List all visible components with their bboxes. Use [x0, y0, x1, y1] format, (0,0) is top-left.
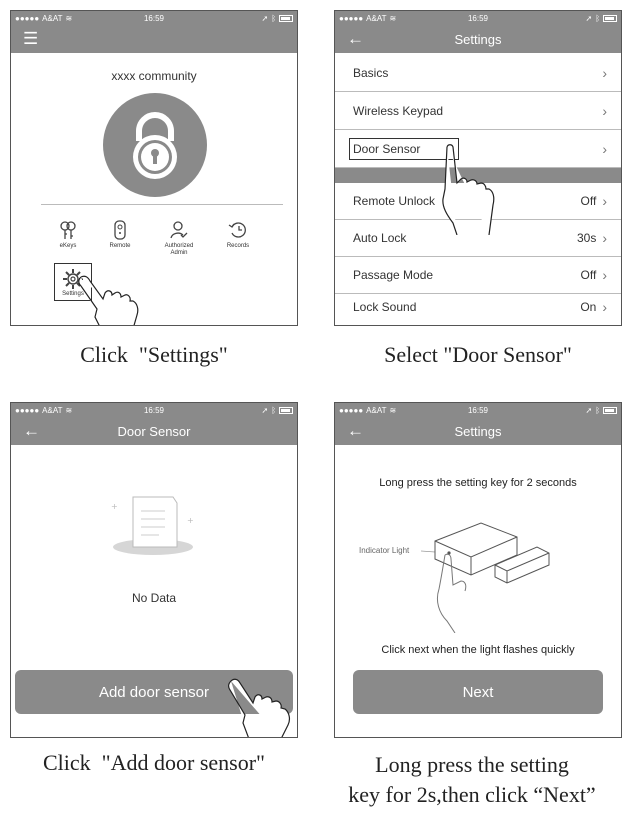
chevron-right-icon: › [602, 230, 607, 246]
location-icon: ➚ [585, 13, 593, 23]
status-bar [11, 11, 297, 25]
row-value: Off [580, 268, 597, 282]
battery-icon [279, 407, 293, 414]
records-label: Records [226, 243, 250, 249]
signal-dots-icon: ●●●●● [339, 405, 364, 415]
button-label: Next [462, 683, 494, 701]
caption-step-2: Select "Door Sensor" [384, 342, 572, 367]
nav-bar [335, 25, 621, 53]
status-time: 16:59 [143, 13, 165, 23]
battery-icon [279, 15, 293, 22]
empty-document-icon [107, 489, 203, 561]
page-title: Door Sensor [117, 423, 191, 439]
settings-row-basics[interactable] [335, 55, 621, 92]
row-value: On [580, 300, 597, 314]
location-icon: ➚ [585, 405, 593, 415]
bluetooth-icon: ᛒ [595, 405, 600, 415]
row-label: Wireless Keypad [353, 104, 444, 118]
row-label: Passage Mode [353, 268, 434, 282]
instruction-top: Long press the setting key for 2 seconds [379, 477, 577, 489]
row-label: Remote Unlock [353, 194, 436, 208]
location-icon: ➚ [261, 405, 269, 415]
wifi-icon: ≋ [65, 405, 73, 415]
bluetooth-icon: ᛒ [595, 13, 600, 23]
status-time: 16:59 [143, 405, 165, 415]
nav-bar [335, 417, 621, 445]
status-time: 16:59 [467, 405, 489, 415]
carrier-name: A&AT [42, 13, 63, 23]
back-arrow-icon[interactable]: ← [347, 29, 364, 48]
chevron-right-icon: › [602, 299, 607, 315]
caption-step-4-line-2: key for 2s,then click “Next” [348, 782, 596, 807]
community-title: xxxx community [111, 69, 197, 83]
indicator-light-label: Indicator Light [359, 546, 410, 555]
next-button[interactable] [353, 670, 603, 714]
ekeys-label: eKeys [59, 243, 77, 249]
row-label: Basics [353, 66, 389, 80]
phone-screen-door-sensor [10, 402, 298, 738]
battery-icon [603, 15, 617, 22]
remote-icon [109, 219, 131, 241]
wifi-icon: ≋ [389, 13, 397, 23]
settings-row-wireless-keypad[interactable] [335, 93, 621, 130]
caption-step-4-line-1: Long press the setting [375, 752, 569, 777]
location-icon: ➚ [261, 13, 269, 23]
hamburger-icon[interactable]: ☰ [23, 29, 39, 48]
button-label: Add door sensor [98, 683, 210, 701]
chevron-right-icon: › [602, 141, 607, 157]
phone-screen-pairing [334, 402, 622, 738]
settings-row-lock-sound[interactable] [335, 289, 621, 326]
records-button[interactable] [213, 219, 263, 250]
instruction-bottom: Click next when the light flashes quickly [381, 644, 575, 656]
wifi-icon: ≋ [389, 405, 397, 415]
row-label: Auto Lock [353, 231, 407, 245]
signal-dots-icon: ●●●●● [15, 13, 40, 23]
battery-icon [603, 407, 617, 414]
svg-text:+: + [111, 502, 118, 511]
pointing-hand-icon [75, 273, 155, 326]
door-sensor-device-icon [421, 515, 561, 633]
wifi-icon: ≋ [65, 13, 73, 23]
records-history-icon [227, 219, 249, 241]
authorized-admin-button[interactable] [154, 219, 204, 257]
caption-step-1: Click "Settings" [80, 342, 228, 367]
status-time: 16:59 [467, 13, 489, 23]
row-label: Lock Sound [353, 300, 417, 314]
signal-dots-icon: ●●●●● [15, 405, 40, 415]
remote-label: Remote [109, 243, 131, 249]
nav-bar [11, 25, 297, 53]
carrier-name: A&AT [366, 405, 387, 415]
chevron-right-icon: › [602, 193, 607, 209]
carrier-name: A&AT [366, 13, 387, 23]
row-label: Door Sensor [353, 142, 421, 156]
authorized-admin-label: Authorized Admin [164, 243, 194, 256]
caption-step-3: Click "Add door sensor" [42, 750, 266, 775]
svg-text:+: + [187, 516, 194, 525]
phone-screen-settings [334, 10, 622, 326]
carrier-name: A&AT [42, 405, 63, 415]
row-value: Off [580, 194, 597, 208]
back-arrow-icon[interactable]: ← [347, 421, 364, 440]
signal-dots-icon: ●●●●● [339, 13, 364, 23]
status-bar [335, 11, 621, 25]
remote-button[interactable] [95, 219, 145, 250]
row-value: 30s [576, 231, 597, 245]
back-arrow-icon[interactable]: ← [23, 421, 40, 440]
page-title: Settings [454, 423, 502, 439]
bluetooth-icon: ᛒ [271, 13, 276, 23]
status-bar [335, 403, 621, 417]
caption-step-4 [314, 750, 630, 810]
divider [41, 204, 283, 205]
ekeys-button[interactable] [43, 219, 93, 250]
chevron-right-icon: › [602, 103, 607, 119]
phone-screen-home [10, 10, 298, 326]
empty-state-text: No Data [131, 591, 177, 605]
padlock-icon [103, 93, 207, 197]
key-icon [57, 219, 79, 241]
status-bar [11, 403, 297, 417]
chevron-right-icon: › [602, 267, 607, 283]
nav-bar [11, 417, 297, 445]
page-title: Settings [454, 31, 502, 47]
settings-label: Settings [62, 291, 84, 297]
bluetooth-icon: ᛒ [271, 405, 276, 415]
admin-user-icon [168, 219, 190, 241]
pointing-hand-icon [439, 143, 509, 235]
pointing-hand-icon [225, 675, 298, 738]
chevron-right-icon: › [602, 65, 607, 81]
lock-button[interactable] [103, 93, 207, 197]
